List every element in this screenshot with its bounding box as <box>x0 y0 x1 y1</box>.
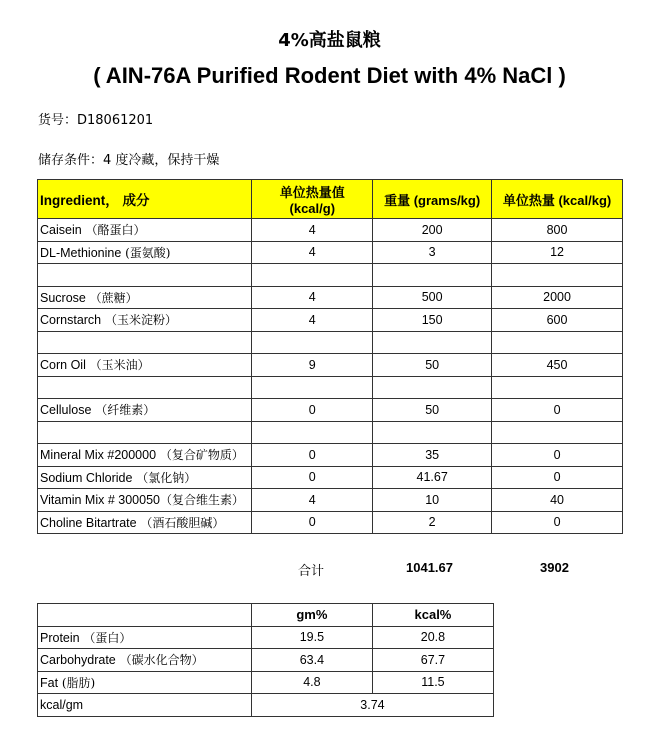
grams-cell: 3 <box>373 241 492 264</box>
page-title: 4%高盐鼠粮 <box>278 30 381 51</box>
header-gm-percent: gm% <box>251 604 372 627</box>
grams-cell: 500 <box>373 286 492 309</box>
kcal-cell <box>492 421 623 444</box>
kcal-percent-cell: 67.7 <box>372 649 493 672</box>
table-row <box>38 466 623 489</box>
nutrient-name-cn: （蛋白） <box>79 630 132 645</box>
unit-kcal-cell <box>252 376 373 399</box>
nutrient-cell <box>38 649 252 672</box>
gm-percent-cell: 63.4 <box>251 649 372 672</box>
ingredient-cell <box>38 286 252 309</box>
kcal-cell: 450 <box>492 354 623 377</box>
ingredient-name-cn: （玉米淀粉） <box>101 313 177 328</box>
unit-kcal-cell: 4 <box>252 489 373 512</box>
nutrient-name-en: Carbohydrate <box>40 653 116 668</box>
kcal-percent-cell: 11.5 <box>372 671 493 694</box>
ingredient-name-cn: （氯化钠） <box>132 470 197 485</box>
grams-cell: 10 <box>373 489 492 512</box>
table-row <box>38 399 623 422</box>
unit-kcal-cell: 9 <box>252 354 373 377</box>
ingredient-name-en: Vitamin Mix # 300050 <box>40 493 160 508</box>
table-row <box>38 376 623 399</box>
ingredient-cell <box>38 511 252 534</box>
ingredient-name-cn: （纤维素） <box>91 403 156 418</box>
kcal-cell: 12 <box>492 241 623 264</box>
ingredient-name-cn: （玉米油） <box>85 358 150 373</box>
ingredient-name-en: Mineral Mix #200000 <box>40 448 157 463</box>
unit-kcal-cell: 0 <box>252 399 373 422</box>
table-row <box>38 671 494 694</box>
macronutrient-table-body <box>38 626 494 694</box>
gm-percent-cell: 19.5 <box>251 626 372 649</box>
macronutrient-table <box>37 603 494 717</box>
ingredient-cell <box>38 309 252 332</box>
ingredient-name-en: DL-Methionine <box>40 245 122 260</box>
item-number: 货号：D18061201 <box>38 113 154 128</box>
kcal-cell: 0 <box>492 444 623 467</box>
ingredient-cell <box>38 354 252 377</box>
ingredient-name-en: Corn Oil <box>40 358 86 373</box>
unit-kcal-cell <box>252 264 373 287</box>
table-row <box>38 444 623 467</box>
header-ingredient: Ingredient， 成分 <box>38 180 252 219</box>
header-kcal-percent: kcal% <box>372 604 493 627</box>
table-row <box>38 241 623 264</box>
ingredient-name-cn: （复合维生素） <box>159 493 244 508</box>
grams-cell: 41.67 <box>373 466 492 489</box>
macronutrient-table-header <box>38 604 494 627</box>
ingredient-cell <box>38 219 252 242</box>
unit-kcal-cell: 4 <box>252 309 373 332</box>
kcal-cell <box>492 376 623 399</box>
unit-kcal-cell: 4 <box>252 241 373 264</box>
kcal-cell <box>492 331 623 354</box>
grams-cell: 200 <box>373 219 492 242</box>
header-grams: 重量 (grams/kg) <box>373 180 492 219</box>
unit-kcal-cell <box>252 421 373 444</box>
total-grams: 1041.67 <box>406 560 453 575</box>
kcal-cell: 2000 <box>492 286 623 309</box>
ingredient-cell <box>38 264 252 287</box>
total-kcal: 3902 <box>540 560 569 575</box>
table-row <box>38 354 623 377</box>
kcal-per-gram-label: kcal/gm <box>38 694 252 717</box>
table-row <box>38 219 623 242</box>
ingredient-table <box>37 179 623 534</box>
nutrient-name-cn: (脂肪) <box>58 675 96 690</box>
grams-cell <box>373 376 492 399</box>
ingredient-name-en: Sodium Chloride <box>40 470 133 485</box>
nutrient-name-en: Protein <box>40 630 80 645</box>
ingredient-cell <box>38 421 252 444</box>
nutrient-cell <box>38 671 252 694</box>
kcal-cell: 0 <box>492 466 623 489</box>
ingredient-cell <box>38 331 252 354</box>
header-blank <box>38 604 252 627</box>
ingredient-cell <box>38 444 252 467</box>
header-unit-kcal-line2: (kcal/g) <box>289 201 336 216</box>
unit-kcal-cell: 0 <box>252 444 373 467</box>
ingredient-name-cn: (蛋氨酸) <box>121 245 171 260</box>
grams-cell <box>373 421 492 444</box>
table-row <box>38 511 623 534</box>
grams-cell: 50 <box>373 399 492 422</box>
grams-cell: 150 <box>373 309 492 332</box>
kcal-cell: 600 <box>492 309 623 332</box>
kcal-cell: 0 <box>492 511 623 534</box>
ingredient-name-cn: （复合矿物质） <box>156 448 244 463</box>
ingredient-cell <box>38 489 252 512</box>
header-kcal: 单位热量 (kcal/kg) <box>492 180 623 219</box>
ingredient-name-en: Cellulose <box>40 403 92 418</box>
ingredient-name-cn: （酒石酸胆碱） <box>136 515 225 530</box>
ingredient-table-body <box>38 219 623 534</box>
unit-kcal-cell: 4 <box>252 286 373 309</box>
nutrient-name-cn: （碳水化合物） <box>115 653 204 668</box>
table-row <box>38 264 623 287</box>
unit-kcal-cell <box>252 331 373 354</box>
kcal-cell <box>492 264 623 287</box>
kcal-cell: 0 <box>492 399 623 422</box>
kcal-per-gram-value: 3.74 <box>251 694 493 717</box>
gm-percent-cell: 4.8 <box>251 671 372 694</box>
grams-cell: 2 <box>373 511 492 534</box>
grams-cell: 35 <box>373 444 492 467</box>
ingredient-name-en: Choline Bitartrate <box>40 515 137 530</box>
kcal-cell: 800 <box>492 219 623 242</box>
unit-kcal-cell: 0 <box>252 511 373 534</box>
table-row <box>38 626 494 649</box>
unit-kcal-cell: 0 <box>252 466 373 489</box>
table-row <box>38 489 623 512</box>
ingredient-table-header <box>38 180 623 219</box>
ingredient-name-en: Cornstarch <box>40 313 102 328</box>
table-row <box>38 421 623 444</box>
grams-cell: 50 <box>373 354 492 377</box>
ingredient-name-cn: （酪蛋白） <box>81 223 146 238</box>
page-subtitle: ( AIN-76A Purified Rodent Diet with 4% NaCl ) <box>93 63 566 88</box>
kcal-percent-cell: 20.8 <box>372 626 493 649</box>
table-row <box>38 309 623 332</box>
ingredient-cell <box>38 376 252 399</box>
header-unit-kcal <box>252 180 373 219</box>
unit-kcal-cell: 4 <box>252 219 373 242</box>
grams-cell <box>373 331 492 354</box>
kcal-per-gram-row <box>38 694 494 717</box>
kcal-cell: 40 <box>492 489 623 512</box>
ingredient-name-en: Sucrose <box>40 290 86 305</box>
ingredient-cell <box>38 399 252 422</box>
ingredient-cell <box>38 466 252 489</box>
table-row <box>38 649 494 672</box>
nutrient-name-en: Fat <box>40 675 59 690</box>
ingredient-name-cn: （蔗糖） <box>85 290 138 305</box>
storage-conditions: 储存条件：4 度冷藏，保持干燥 <box>38 153 220 168</box>
ingredient-cell <box>38 241 252 264</box>
table-row <box>38 331 623 354</box>
ingredient-name-en: Caisein <box>40 223 82 238</box>
nutrient-cell <box>38 626 252 649</box>
total-label: 合计 <box>298 563 325 578</box>
table-row <box>38 286 623 309</box>
header-unit-kcal-line1: 单位热量值 <box>279 185 345 200</box>
grams-cell <box>373 264 492 287</box>
